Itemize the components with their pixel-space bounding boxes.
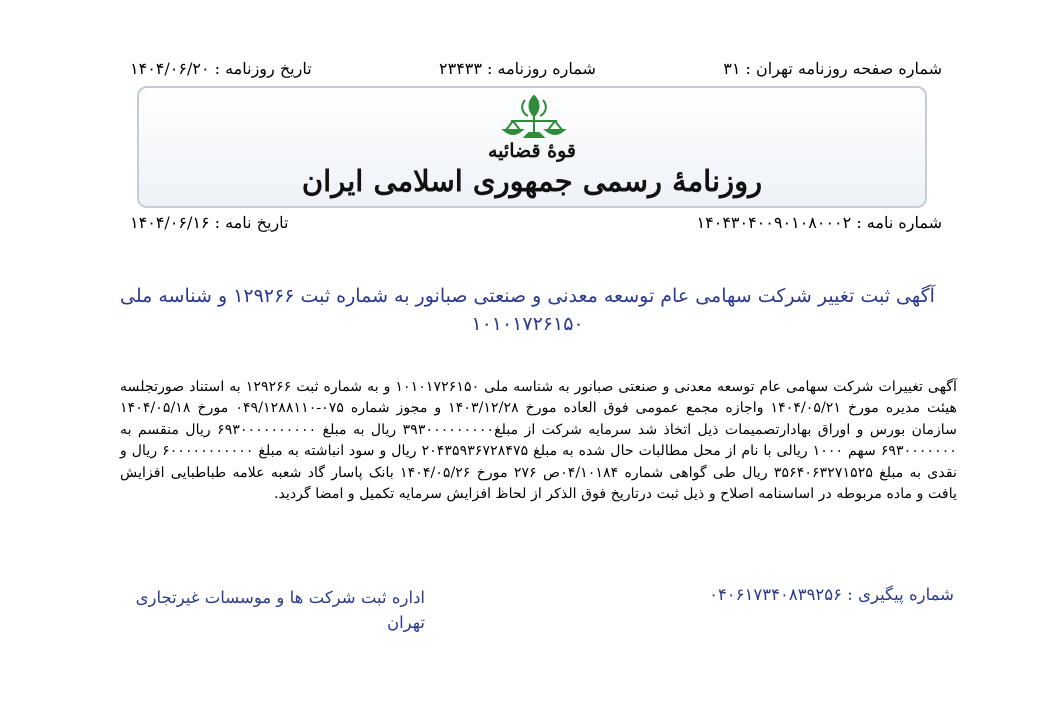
- registry-office: [120, 585, 425, 635]
- header-row-letter: [130, 210, 942, 234]
- banner-title: روزنامهٔ رسمی جمهوری اسلامی ایران: [301, 164, 763, 198]
- banner-subtitle: قوهٔ قضائیه: [487, 140, 577, 162]
- gazette-banner: [137, 86, 927, 208]
- tracking-number: شماره پیگیری : ۰۴۰۶۱۷۳۴۰۸۳۹۲۵۶: [709, 585, 954, 604]
- newspaper-date: تاریخ روزنامه : ۱۴۰۴/۰۶/۲۰: [130, 58, 312, 78]
- notice-body: آگهی تغییرات شرکت سهامی عام توسعه معدنی و صنعتی صبانور به شناسه ملی ۱۰۱۰۱۷۲۶۱۵۰ و به شماره ثبت ۱۲۹۲۶۶ به استناد صورتجلسه هیئت مدیره مورخ ۱۴۰۴/۰۵/۲۱ واجازه مجمع عمومی فوق العاده مورخ ۱۴۰۳/۱۲/۲۸ و مجوز شماره ۰۷۵-۰۴۹/۱۲۸۸۱۱۰ مورخ ۱۴۰۴/۰۵/۱۸ سازمان بورس و اوراق بهادارتصمیمات ذیل اتخاذ شد سرمایه شرکت از مبلغ۳۹۳۰۰۰۰۰۰۰۰۰ ریال به مبلغ ۶۹۳۰۰۰۰۰۰۰۰۰۰ ریال منقسم به ۶۹۳۰۰۰۰۰۰۰ سهم ۱۰۰۰ ریالی با نام از محل مطالبات حال شده به مبلغ ۲۰۴۳۵۹۳۶۷۲۸۴۷۵ ریال و سود انباشته به مبلغ ۶۰۰۰۰۰۰۰۰۰۰۰ ریال و نقدی به مبلغ ۳۵۶۴۰۶۳۲۷۱۵۲۵ ریال طی گواهی شماره ۰۴/۱۰۱۸۴ص ۲۷۶ مورخ ۱۴۰۴/۰۵/۲۶ بانک پاسار گاد شعبه علامه طباطبایی افزایش یافت و ماده مربوطه در اساسنامه اصلاح و ذیل ثبت درتاریخ فوق الذکر از لحاظ افزایش سرمایه تکمیل و امضا گردید.: [120, 379, 958, 503]
- letter-date: تاریخ نامه : ۱۴۰۴/۰۶/۱۶: [130, 212, 289, 232]
- office-line-1: اداره ثبت شرکت ها و موسسات غیرتجاری: [135, 588, 425, 607]
- office-line-2: تهران: [386, 613, 425, 632]
- page-number: شماره صفحه روزنامه تهران : ۳۱: [723, 58, 942, 78]
- header-row-top: [130, 56, 942, 80]
- newspaper-number: شماره روزنامه : ۲۳۴۳۳: [439, 58, 596, 78]
- notice-title: آگهی ثبت تغییر شرکت سهامی عام توسعه معدنی و صنعتی صبانور به شماره ثبت ۱۲۹۲۶۶ و شناسه ملی ۱۰۱۰۱۷۲۶۱۵۰: [120, 285, 935, 335]
- letter-number: شماره نامه : ۱۴۰۴۳۰۴۰۰۹۰۱۰۸۰۰۰۲: [696, 212, 942, 232]
